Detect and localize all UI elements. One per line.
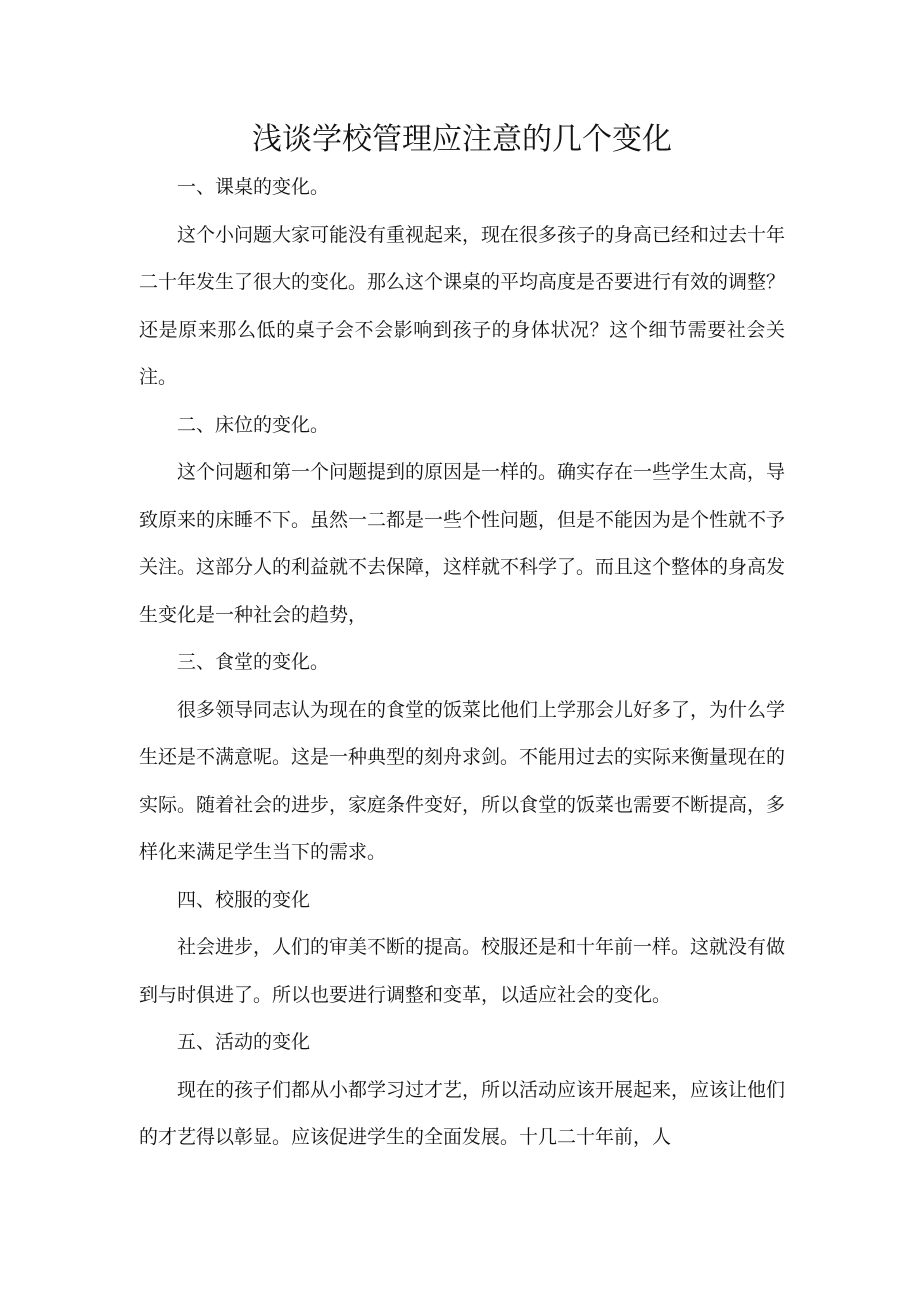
- section-heading-desks: 一、课桌的变化。: [177, 176, 330, 198]
- section-heading-activities: 五、活动的变化: [177, 1031, 311, 1053]
- paragraph-activities: 现在的孩子们都从小都学习过才艺，所以活动应该开展起来，应该让他们的才艺得以彰显。应该促进学生的全面发展。十几二十年前，人: [139, 1078, 786, 1148]
- paragraph-uniform: 社会进步，人们的审美不断的提高。校服还是和十年前一样。这就没有做到与时俱进了。所以也要进行调整和变革，以适应社会的变化。: [139, 936, 786, 1006]
- section-heading-beds: 二、床位的变化。: [177, 413, 330, 436]
- paragraph-beds: 这个问题和第一个问题提到的原因是一样的。确实存在一些学生太高，导致原来的床睡不下。虽然一二都是一些个性问题，但是不能因为是个性就不予关注。这部分人的利益就不去保障，这样就不科学了。而且这个整体的身高发生变化是一种社会的趋势，: [139, 461, 786, 626]
- paragraph-canteen: 很多领导同志认为现在的食堂的饭菜比他们上学那会儿好多了，为什么学生还是不满意呢。这是一种典型的刻舟求剑。不能用过去的实际来衡量现在的实际。随着社会的进步，家庭条件变好，所以食堂的饭菜也需要不断提高，多样化来满足学生当下的需求。: [139, 698, 786, 863]
- document-body: [139, 116, 785, 1162]
- section-heading-canteen: 三、食堂的变化。: [177, 651, 330, 673]
- section-heading-uniform: 四、校服的变化: [177, 888, 311, 911]
- paragraph-desks: 这个小问题大家可能没有重视起来，现在很多孩子的身高已经和过去十年二十年发生了很大的变化。那么这个课桌的平均高度是否要进行有效的调整？还是原来那么低的桌子会不会影响到孩子的身体状况？这个细节需要社会关注。: [139, 223, 786, 388]
- document-title: 浅谈学校管理应注意的几个变化: [252, 122, 672, 157]
